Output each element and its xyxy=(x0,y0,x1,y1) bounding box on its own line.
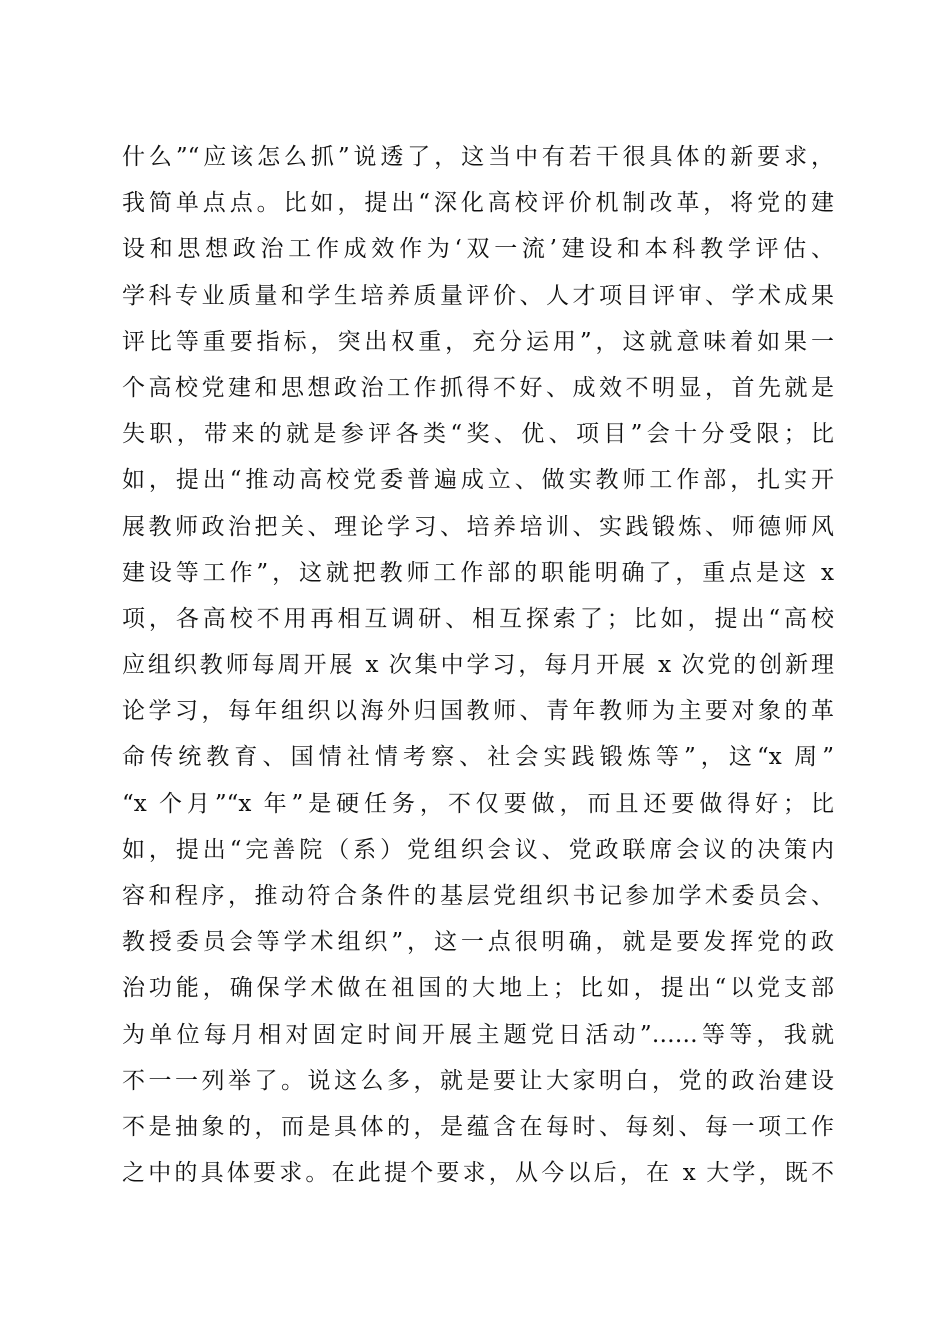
text-line: 设和思想政治工作成效作为‘双一流’建设和本科教学评估、 xyxy=(122,236,834,263)
text-line: 容和程序，推动符合条件的基层党组织书记参加学术委员会、 xyxy=(122,883,834,909)
text-line: 展教师政治把关、理论学习、培养培训、实践锻炼、师德师风 xyxy=(122,513,834,540)
text-line: 我简单点点。比如，提出“深化高校评价机制改革，将党的建 xyxy=(122,190,834,217)
text-line: 不是抽象的，而是具体的，是蕴含在每时、每刻、每一项工作 xyxy=(122,1113,834,1140)
text-line: 建设等工作”，这就把教师工作部的职能明确了，重点是这 x xyxy=(122,559,834,586)
text-line: 个高校党建和思想政治工作抓得不好、成效不明显，首先就是 xyxy=(122,374,834,401)
body-text xyxy=(122,134,834,1196)
text-line: 治功能，确保学术做在祖国的大地上；比如，提出“以党支部 xyxy=(122,975,834,1002)
text-line: 之中的具体要求。在此提个要求，从今以后，在 x 大学，既不 xyxy=(122,1160,834,1187)
text-line: 论学习，每年组织以海外归国教师、青年教师为主要对象的革 xyxy=(122,698,834,725)
text-line: 命传统教育、国情社情考察、社会实践锻炼等”，这“x 周” xyxy=(122,744,834,771)
text-line: 项，各高校不用再相互调研、相互探索了；比如，提出“高校 xyxy=(122,605,834,632)
text-line: 评比等重要指标，突出权重，充分运用”，这就意味着如果一 xyxy=(122,328,834,355)
text-line: 不一一列举了。说这么多，就是要让大家明白，党的政治建设 xyxy=(122,1067,834,1094)
text-line: 如，提出“推动高校党委普遍成立、做实教师工作部，扎实开 xyxy=(122,467,834,494)
text-line: 学科专业质量和学生培养质量评价、人才项目评审、学术成果 xyxy=(122,282,834,309)
text-line: “x 个月”“x 年”是硬任务，不仅要做，而且还要做得好；比 xyxy=(122,790,834,817)
text-line: 应组织教师每周开展 x 次集中学习，每月开展 x 次党的创新理 xyxy=(122,652,834,679)
text-line: 如，提出“完善院（系）党组织会议、党政联席会议的决策内 xyxy=(122,836,834,863)
text-line: 什么”“应该怎么抓”说透了，这当中有若干很具体的新要求， xyxy=(122,144,834,170)
text-line: 教授委员会等学术组织”，这一点很明确，就是要发挥党的政 xyxy=(122,929,834,956)
text-line: 为单位每月相对固定时间开展主题党日活动”……等等，我就 xyxy=(122,1021,834,1048)
text-line: 失职，带来的就是参评各类“奖、优、项目”会十分受限；比 xyxy=(122,421,834,448)
